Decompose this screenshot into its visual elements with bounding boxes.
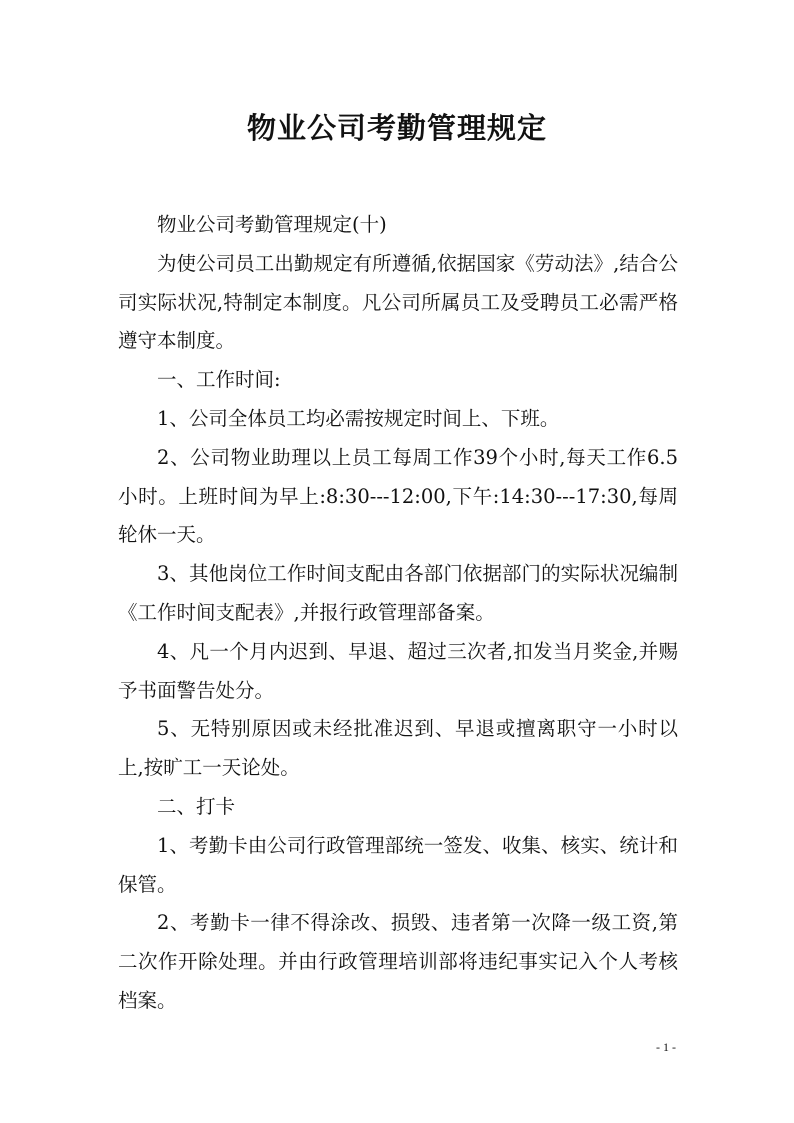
paragraph-subtitle: 物业公司考勤管理规定(十) xyxy=(157,213,387,236)
paragraph-intro: 为使公司员工出勤规定有所遵循,依据国家《劳动法》,结合公司实际状况,特制定本制度。凡公司所属员工及受聘员工必需严格遵守本制度。 xyxy=(118,251,678,353)
document-title: 物业公司考勤管理规定 xyxy=(246,111,547,145)
section-heading-work-time: 一、工作时间: xyxy=(157,368,281,392)
page-number: - 1 - xyxy=(656,1040,676,1054)
paragraph-item: 1、考勤卡由公司行政管理部统一签发、收集、核实、统计和保管。 xyxy=(118,833,678,896)
section-heading-punch-card: 二、打卡 xyxy=(157,794,236,818)
paragraph-item: 2、考勤卡一律不得涂改、损毁、违者第一次降一级工资,第二次作开除处理。并由行政管理培训部将违纪事实记入个人考核档案。 xyxy=(118,911,678,1012)
paragraph-item: 4、凡一个月内迟到、早退、超过三次者,扣发当月奖金,并赐予书面警告处分。 xyxy=(118,639,678,702)
paragraph-item: 2、公司物业助理以上员工每周工作39个小时,每天工作6.5小时。上班时间为早上:8:30---12:00,下午:14:30---17:30,每周轮休一天。 xyxy=(118,445,678,547)
document-body xyxy=(118,206,678,1021)
paragraph-item: 3、其他岗位工作时间支配由各部门依据部门的实际状况编制《工作时间支配表》,并报行政管理部备案。 xyxy=(118,562,678,624)
paragraph-item: 1、公司全体员工均必需按规定时间上、下班。 xyxy=(157,406,560,430)
paragraph-item: 5、无特别原因或未经批准迟到、早退或擅离职守一小时以上,按旷工一天论处。 xyxy=(118,717,678,780)
